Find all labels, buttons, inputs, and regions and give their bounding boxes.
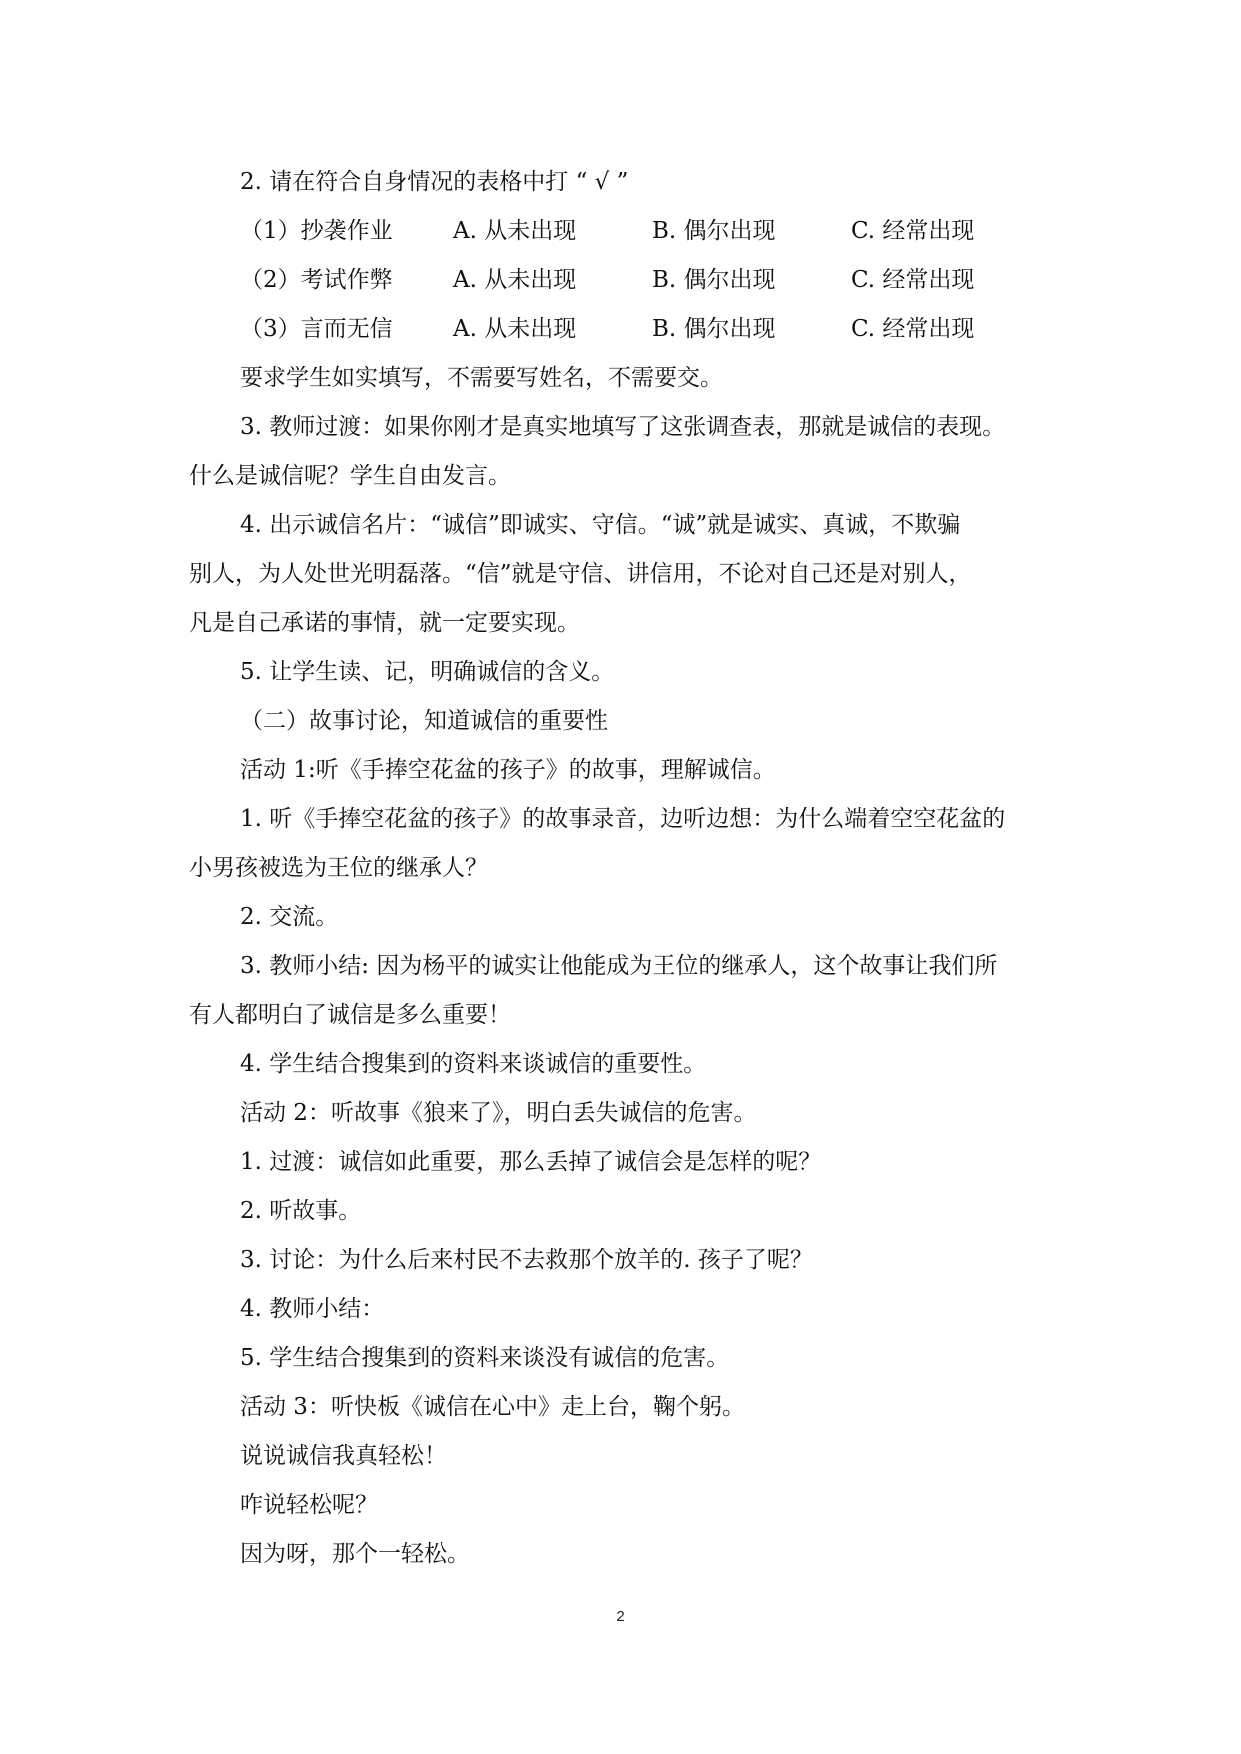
survey-row bbox=[189, 305, 1061, 354]
body-line: 4. 出示诚信名片：“诚信”即诚实、守信。“诚”就是诚实、真诚，不欺骗 bbox=[240, 512, 961, 538]
body-line: 小男孩被选为王位的继承人？ bbox=[189, 855, 488, 881]
body-line: 凡是自己承诺的事情，就一定要实现。 bbox=[189, 610, 580, 636]
body-line: 有人都明白了诚信是多么重要！ bbox=[189, 1002, 511, 1028]
body-line: 3. 教师小结: 因为杨平的诚实让他能成为王位的继承人，这个故事让我们所 bbox=[240, 953, 998, 979]
body-line: 要求学生如实填写，不需要写姓名，不需要交。 bbox=[240, 365, 723, 391]
body-line: 因为呀，那个一轻松。 bbox=[240, 1541, 470, 1567]
body-line: 别人，为人处世光明磊落。“信”就是守信、讲信用，不论对自己还是对别人， bbox=[189, 561, 972, 587]
survey-row bbox=[189, 207, 1061, 256]
survey-row bbox=[189, 256, 1061, 305]
body-line: 活动 1:听《手捧空花盆的孩子》的故事，理解诚信。 bbox=[240, 757, 776, 783]
survey-instruction: 2. 请在符合自身情况的表格中打 “ √ ” bbox=[240, 169, 629, 195]
body-line: 1. 听《手捧空花盆的孩子》的故事录音，边听边想：为什么端着空空花盆的 bbox=[240, 806, 1006, 832]
body-line: 4. 教师小结： bbox=[240, 1296, 385, 1322]
survey-option-a: A. 从未出现 bbox=[453, 218, 577, 244]
survey-item: （3）言而无信 bbox=[240, 316, 393, 342]
survey-option-a: A. 从未出现 bbox=[453, 267, 577, 293]
body-line: 5. 让学生读、记，明确诚信的含义。 bbox=[240, 659, 615, 685]
body-line: 1. 过渡：诚信如此重要，那么丢掉了诚信会是怎样的呢？ bbox=[240, 1149, 822, 1175]
survey-option-b: B. 偶尔出现 bbox=[652, 218, 776, 244]
body-line: 5. 学生结合搜集到的资料来谈没有诚信的危害。 bbox=[240, 1345, 730, 1371]
body-line: 说说诚信我真轻松！ bbox=[240, 1443, 447, 1469]
survey-option-b: B. 偶尔出现 bbox=[652, 267, 776, 293]
page-content bbox=[189, 158, 1061, 1579]
body-line: 活动 2：听故事《狼来了》，明白丢失诚信的危害。 bbox=[240, 1100, 757, 1126]
body-line: 4. 学生结合搜集到的资料来谈诚信的重要性。 bbox=[240, 1051, 707, 1077]
survey-item: （1）抄袭作业 bbox=[240, 218, 393, 244]
body-line: 活动 3：听快板《诚信在心中》走上台，鞠个躬。 bbox=[240, 1394, 745, 1420]
section-heading: （二）故事讨论，知道诚信的重要性 bbox=[240, 708, 608, 734]
body-line: 咋说轻松呢？ bbox=[240, 1492, 378, 1518]
survey-item: （2）考试作弊 bbox=[240, 267, 393, 293]
survey-option-c: C. 经常出现 bbox=[851, 267, 975, 293]
body-line: 2. 听故事。 bbox=[240, 1198, 362, 1224]
survey-option-c: C. 经常出现 bbox=[851, 218, 975, 244]
body-line: 2. 交流。 bbox=[240, 904, 339, 930]
survey-option-a: A. 从未出现 bbox=[453, 316, 577, 342]
survey-option-c: C. 经常出现 bbox=[851, 316, 975, 342]
survey-option-b: B. 偶尔出现 bbox=[652, 316, 776, 342]
body-line: 3. 讨论：为什么后来村民不去救那个放羊的. 孩子了呢？ bbox=[240, 1247, 813, 1273]
page-number: 2 bbox=[616, 1608, 625, 1625]
body-line: 3. 教师过渡：如果你刚才是真实地填写了这张调查表，那就是诚信的表现。 bbox=[240, 414, 1006, 440]
body-line: 什么是诚信呢？学生自由发言。 bbox=[189, 463, 511, 489]
